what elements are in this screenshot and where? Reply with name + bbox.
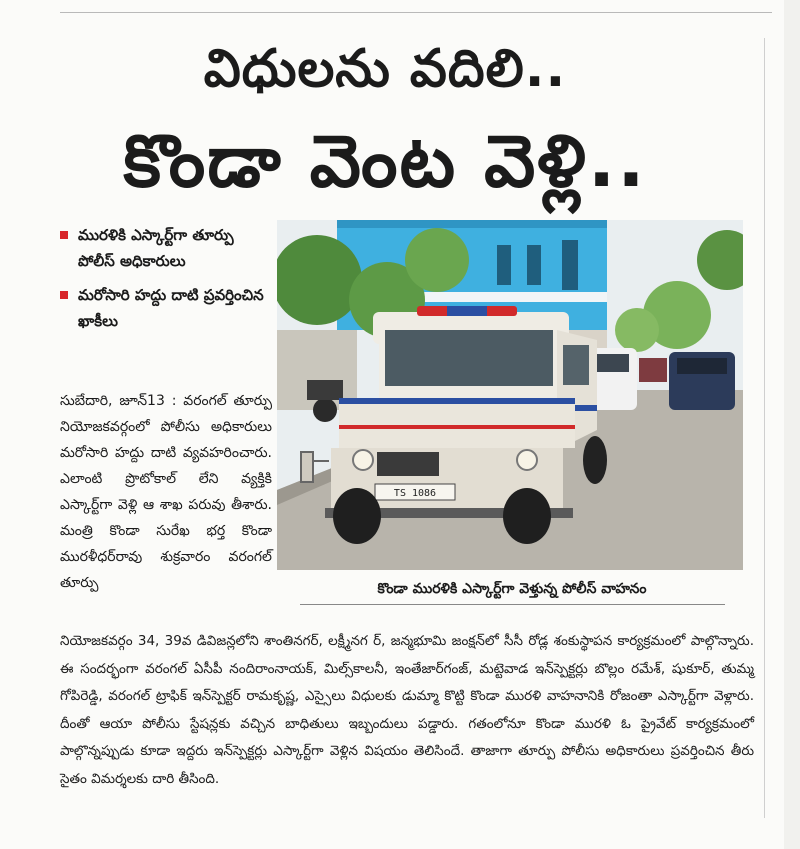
highlight-text: మురళికి ఎస్కార్ట్‌గా తూర్పు పోలీస్ అధికారులు [78,226,234,270]
highlight-item [60,222,272,274]
caption-rule [300,604,725,605]
adjacent-page-edge [784,0,800,849]
lead-paragraph: సుబేదారి, జూన్13 : వరంగల్ తూర్పు నియోజకవర్గంలో పోలీసు అధికారులు మరోసారి హద్దు దాటి వ్యవహరించారు. ఎలాంటి ప్రొటోకాల్ లేని వ్యక్తికి ఎస్కార్ట్‌గా వెళ్లి ఆ శాఖ పరువు తీశారు. మంత్రి కొండా సురేఖ భర్త కొండా మురళీధర్‌రావు శుక్రవారం వరంగల్ తూర్పు [60,393,272,591]
highlights-list [60,222,272,342]
headline-line-2: కొండా వెంట వెళ్లి.. [123,119,647,203]
license-plate-text: TS 1086 [393,488,437,499]
square-bullet-icon [60,231,68,239]
police-vehicle-escort-photo [277,220,743,570]
top-rule [60,12,772,13]
body-paragraph: నియోజకవర్గం 34, 39వ డివిజన్లలోని శాంతినగర్, లక్ష్మీనగ ర్, జన్మభూమి జంక్షన్‌లో సీసీ రోడ్ల శంకుస్థాపన కార్యక్రమంలో పాల్గొన్నారు. ఈ సందర్భంగా వరంగల్ ఏసీపీ నందిరాంనాయక్, మిల్స్‌కాలనీ, ఇంతేజార్‌గంజ్, మట్టెవాడ ఇన్‌స్పెక్టర్లు బొల్లం రమేశ్, షుకూర్, తుమ్మ గోపిరెడ్డి, వరంగల్ ట్రాఫిక్ ఇన్‌స్పెక్టర్ రామకృష్ణ, ఎస్సైలు విధులకు డుమ్మా కొట్టి కొండా మురళి వాహనానికి రోజంతా ఎస్కార్ట్‌గా వెళ్లారు. దీంతో ఆయా పోలీసు స్టేషన్లకు వచ్చిన బాధితులు ఇబ్బందులు పడ్డారు. గతంలోనూ కొండా మురళి ఓ ప్రైవేట్ కార్యక్రమంలో పాల్గొన్నప్పుడు కూడా ఇద్దరు ఇన్‌స్పెక్టర్లు ఎస్కార్ట్‌గా వెళ్లిన విషయం తెలిసిందే. తాజాగా తూర్పు పోలీసు అధికారులు ప్రవర్తించిన తీరు సైతం విమర్శలకు దారి తీసింది. [60,633,754,787]
headline-line-1: విధులను వదిలి.. [203,39,567,99]
news-photo [277,220,743,570]
photo-caption: కొండా మురళికి ఎస్కార్ట్‌గా వెళ్తున్న పోలీస్ వాహనం [377,581,647,597]
highlight-text: మరోసారి హద్దు దాటి ప్రవర్తించిన ఖాకీలు [78,286,264,330]
highlight-item [60,282,272,334]
square-bullet-icon [60,291,68,299]
